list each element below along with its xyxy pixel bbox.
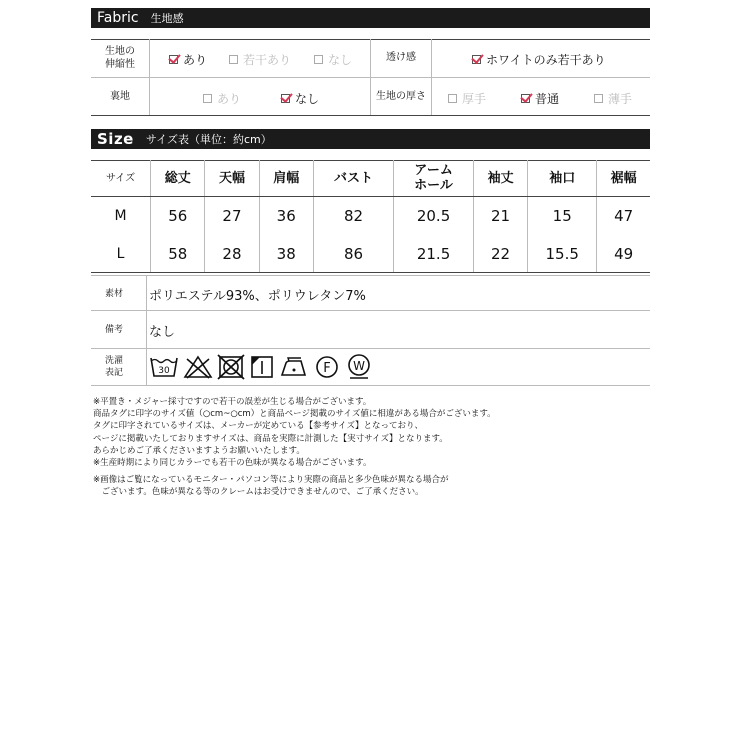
note-line: 商品タグに印字のサイズ値（○cm~○cm）と商品ページ掲載のサイズ値に相違がある場合がございます。 (93, 409, 496, 420)
thickness-option-normal[interactable] (521, 90, 559, 107)
col-header-bust: バスト (313, 160, 393, 197)
size-title-en: Size (97, 130, 134, 148)
table-cell: 49 (597, 235, 650, 273)
checkbox-icon (594, 94, 603, 103)
table-cell: 56 (151, 197, 205, 236)
care-label (91, 355, 137, 379)
table-cell: 36 (259, 197, 313, 236)
remarks-row (91, 311, 650, 348)
option-label: 普通 (535, 92, 560, 106)
note-line: ございます。色味が異なる等のクレームはお受けできませんので、ご了承ください。 (93, 487, 424, 498)
divider (149, 39, 150, 115)
lining-label: 裏地 (110, 91, 130, 102)
table-cell: 86 (313, 235, 393, 273)
thickness-option-thick[interactable] (448, 90, 486, 107)
note-line: ページに掲載いたしておりますサイズは、商品を実際に計測した【実寸サイズ】となります。 (93, 433, 448, 444)
note-line: あらかじめご了承くださいますようお願いいたします。 (93, 445, 305, 456)
stretch-option-slight[interactable] (229, 51, 291, 68)
dry-clean-letter: F (323, 361, 331, 376)
option-label: 若干あり (243, 53, 292, 67)
stretch-label-line2: 伸縮性 (105, 59, 135, 70)
col-header-cuff: 袖口 (528, 160, 597, 197)
checkbox-checked-icon (281, 94, 290, 103)
table-cell: M (114, 208, 127, 224)
size-table-header-row (91, 160, 650, 197)
size-header-bar (91, 129, 650, 149)
wet-clean-w-icon (345, 353, 373, 381)
table-cell: 21 (473, 197, 527, 236)
iron-low-icon (279, 354, 309, 380)
col-header-length: 総丈 (151, 160, 205, 197)
table-cell: 20.5 (394, 197, 474, 236)
option-label: あり (183, 53, 208, 67)
col-header-sleeve-length: 袖丈 (473, 160, 527, 197)
option-label: あり (217, 92, 242, 106)
option-label: 薄手 (608, 92, 633, 106)
divider (146, 276, 147, 385)
col-header-shoulder: 肩幅 (259, 160, 313, 197)
table-cell: 15.5 (528, 235, 597, 273)
wet-clean-letter: W (353, 359, 365, 373)
checkbox-checked-icon (169, 55, 178, 64)
fabric-title-jp: 生地感 (150, 12, 184, 25)
note-line: ※平置き・メジャー採寸ですので若干の誤差が生じる場合がございます。 (93, 397, 372, 407)
table-cell: 22 (473, 235, 527, 273)
option-label: なし (295, 92, 320, 106)
table-cell: 47 (597, 197, 650, 236)
fabric-title-en: Fabric (97, 10, 139, 26)
divider (91, 115, 650, 116)
table-cell: L (116, 246, 125, 262)
note-line: タグに印字されているサイズは、メーカーが定めている【参考サイズ】となっており、 (93, 421, 423, 432)
remarks-label: 備考 (104, 325, 123, 335)
col-header-hem: 裾幅 (597, 160, 650, 197)
checkbox-icon (314, 55, 323, 64)
table-cell: 21.5 (394, 235, 474, 273)
wash-30-icon (149, 354, 179, 380)
lining-option-no[interactable] (281, 90, 319, 107)
lining-option-yes[interactable] (203, 90, 241, 107)
option-label: ホワイトのみ若干あり (486, 53, 606, 67)
table-cell: 82 (313, 197, 393, 236)
note-line: ※生産時期により同じカラーでも若干の色味が異なる場合がございます。 (93, 458, 372, 469)
care-label-line2: 表記 (104, 368, 123, 378)
note-line: ※画像はご覧になっているモニター・パソコン等により実際の商品と多少色味が異なる場合が (93, 475, 449, 486)
checkbox-checked-icon (521, 94, 530, 103)
col-header-size: サイズ (91, 160, 151, 197)
table-cell: 38 (259, 235, 313, 273)
size-table (91, 160, 650, 273)
stretch-label (91, 45, 149, 71)
line-dry-shade-icon (249, 354, 275, 380)
size-title-jp: サイズ表（単位：約cm） (145, 133, 272, 146)
checkbox-checked-icon (472, 55, 481, 64)
table-cell: 28 (205, 235, 259, 273)
sheer-label: 透け感 (386, 52, 416, 63)
notes (93, 396, 653, 499)
table-cell: 27 (205, 197, 259, 236)
table-row (91, 235, 650, 273)
stretch-option-yes[interactable] (169, 51, 207, 68)
option-label: 厚手 (462, 92, 487, 106)
divider (91, 385, 650, 386)
table-row (91, 197, 650, 236)
thickness-label: 生地の厚さ (376, 91, 426, 102)
col-header-armhole: アーム ホール (394, 160, 474, 197)
thickness-option-thin[interactable] (594, 90, 632, 107)
fabric-header-bar (91, 8, 650, 28)
checkbox-icon (203, 94, 212, 103)
care-label-line1: 洗濯 (104, 356, 123, 366)
material-value: ポリエステル93%、ポリウレタン7% (149, 289, 366, 304)
divider (431, 39, 432, 115)
table-cell: 58 (151, 235, 205, 273)
no-bleach-icon (183, 354, 213, 380)
dry-clean-f-icon (313, 354, 341, 380)
option-label: なし (328, 53, 353, 67)
wash-temp: 30 (158, 366, 170, 376)
stretch-label-line1: 生地の (105, 46, 135, 57)
divider (91, 272, 650, 273)
checkbox-icon (229, 55, 238, 64)
fabric-table (91, 39, 650, 115)
stretch-option-none[interactable] (314, 51, 352, 68)
material-label: 素材 (104, 289, 123, 299)
material-row (91, 276, 650, 310)
table-cell: 15 (528, 197, 597, 236)
remarks-value: なし (149, 325, 176, 340)
checkbox-icon (448, 94, 457, 103)
col-header-top-width: 天幅 (205, 160, 259, 197)
no-tumble-dry-icon (217, 354, 245, 380)
sheer-option-white-slight[interactable] (472, 51, 606, 68)
care-icons (149, 353, 373, 381)
